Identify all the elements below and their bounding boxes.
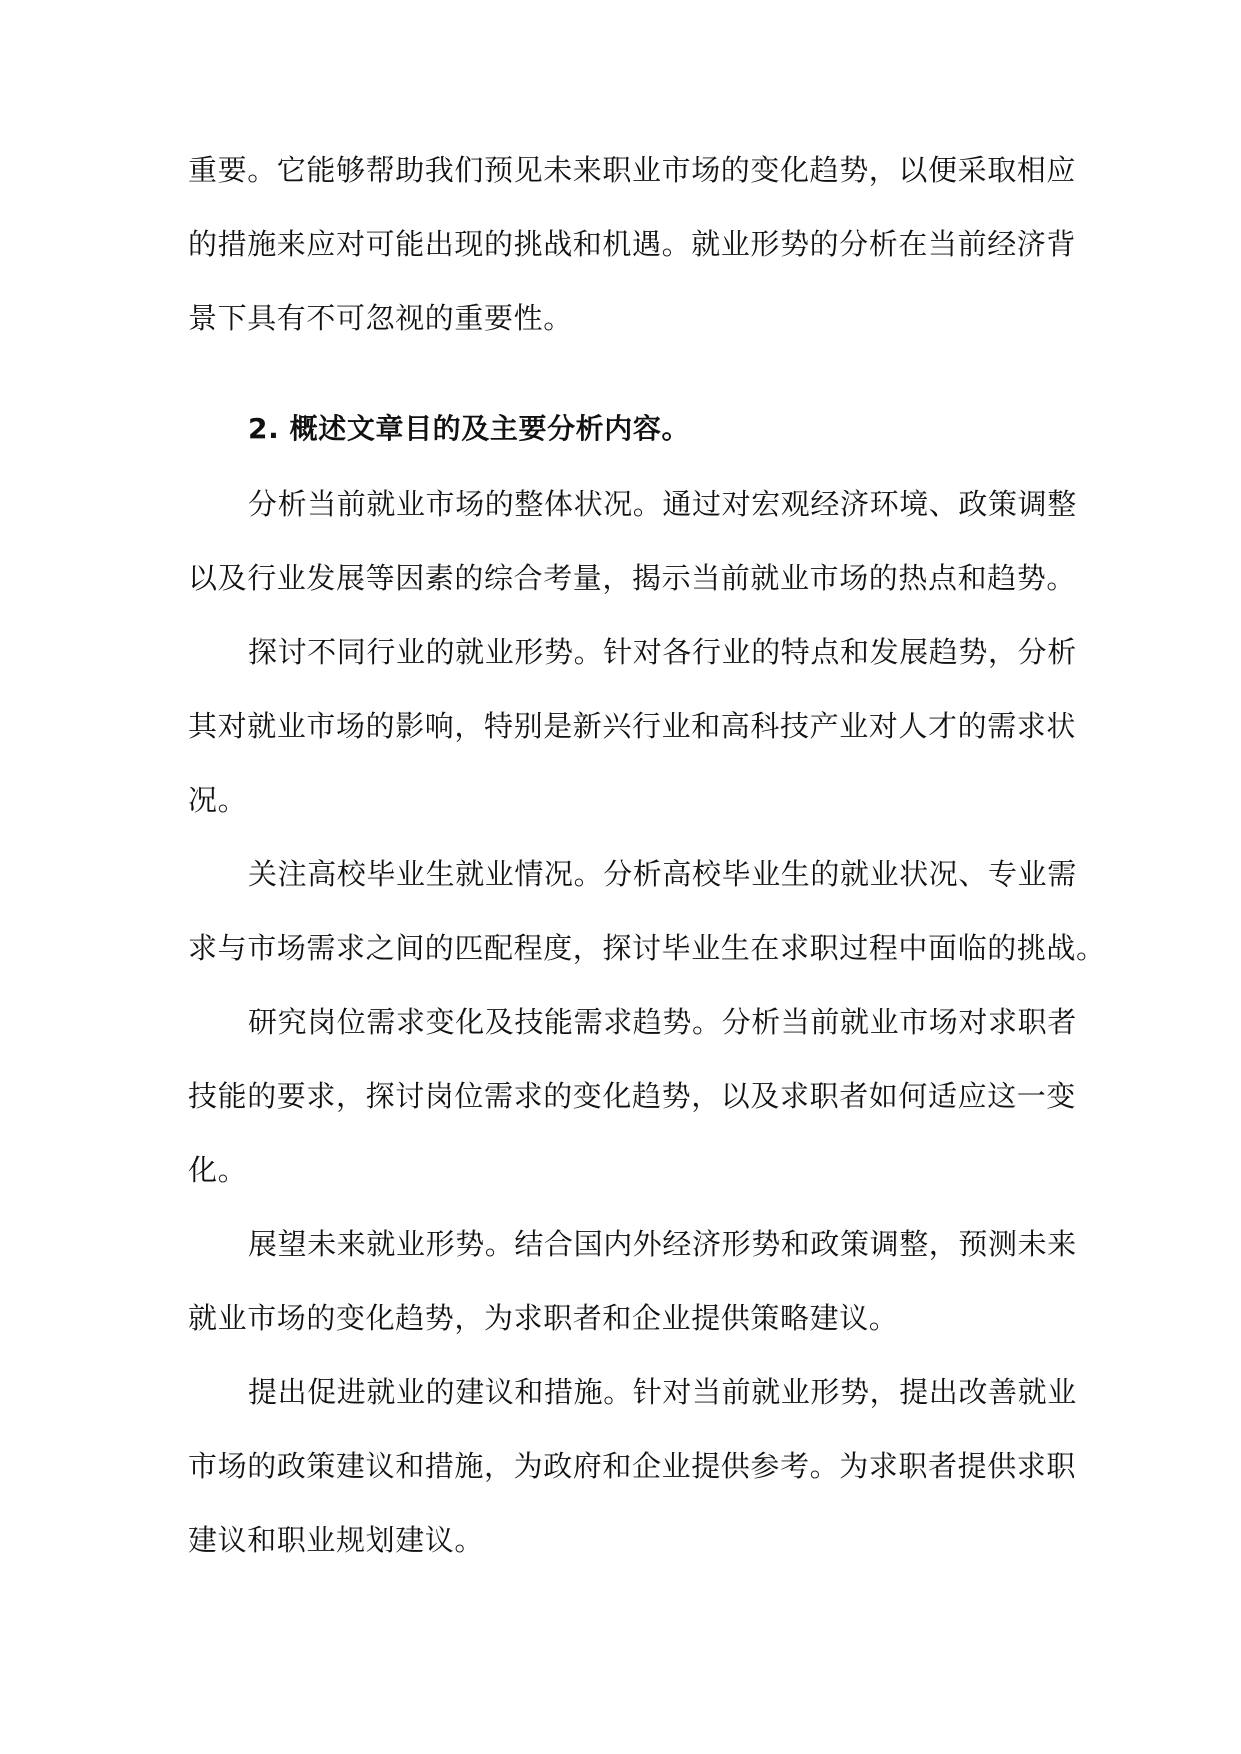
- paragraph-line: 其对就业市场的影响，特别是新兴行业和高科技产业对人才的需求状: [188, 709, 1077, 743]
- paragraph-line: 况。: [188, 783, 248, 817]
- paragraph-line: 分析当前就业市场的整体状况。通过对宏观经济环境、政策调整: [248, 487, 1077, 521]
- paragraph-line: 求与市场需求之间的匹配程度，探讨毕业生在求职过程中面临的挑战。: [188, 931, 1106, 965]
- paragraph-line: 提出促进就业的建议和措施。针对当前就业形势，提出改善就业: [248, 1375, 1077, 1409]
- paragraph-line: 建议和职业规划建议。: [188, 1523, 485, 1557]
- paragraph-line: 的措施来应对可能出现的挑战和机遇。就业形势的分析在当前经济背: [188, 227, 1077, 261]
- paragraph-line: 重要。它能够帮助我们预见未来职业市场的变化趋势，以便采取相应: [188, 153, 1077, 187]
- paragraph-line: 探讨不同行业的就业形势。针对各行业的特点和发展趋势，分析: [248, 635, 1077, 669]
- paragraph-line: 景下具有不可忽视的重要性。: [188, 301, 573, 335]
- paragraph-line: 就业市场的变化趋势，为求职者和企业提供策略建议。: [188, 1301, 899, 1335]
- paragraph-line: 研究岗位需求变化及技能需求趋势。分析当前就业市场对求职者: [248, 1005, 1077, 1039]
- paragraph-line: 技能的要求，探讨岗位需求的变化趋势，以及求职者如何适应这一变: [188, 1079, 1077, 1113]
- paragraph-line: 化。: [188, 1153, 248, 1187]
- paragraph-line: 市场的政策建议和措施，为政府和企业提供参考。为求职者提供求职: [188, 1449, 1077, 1483]
- section-heading: 2. 概述文章目的及主要分析内容。: [248, 412, 691, 445]
- paragraph-line: 展望未来就业形势。结合国内外经济形势和政策调整，预测未来: [248, 1227, 1077, 1261]
- paragraph-line: 以及行业发展等因素的综合考量，揭示当前就业市场的热点和趋势。: [188, 561, 1077, 595]
- paragraph-line: 关注高校毕业生就业情况。分析高校毕业生的就业状况、专业需: [248, 857, 1077, 891]
